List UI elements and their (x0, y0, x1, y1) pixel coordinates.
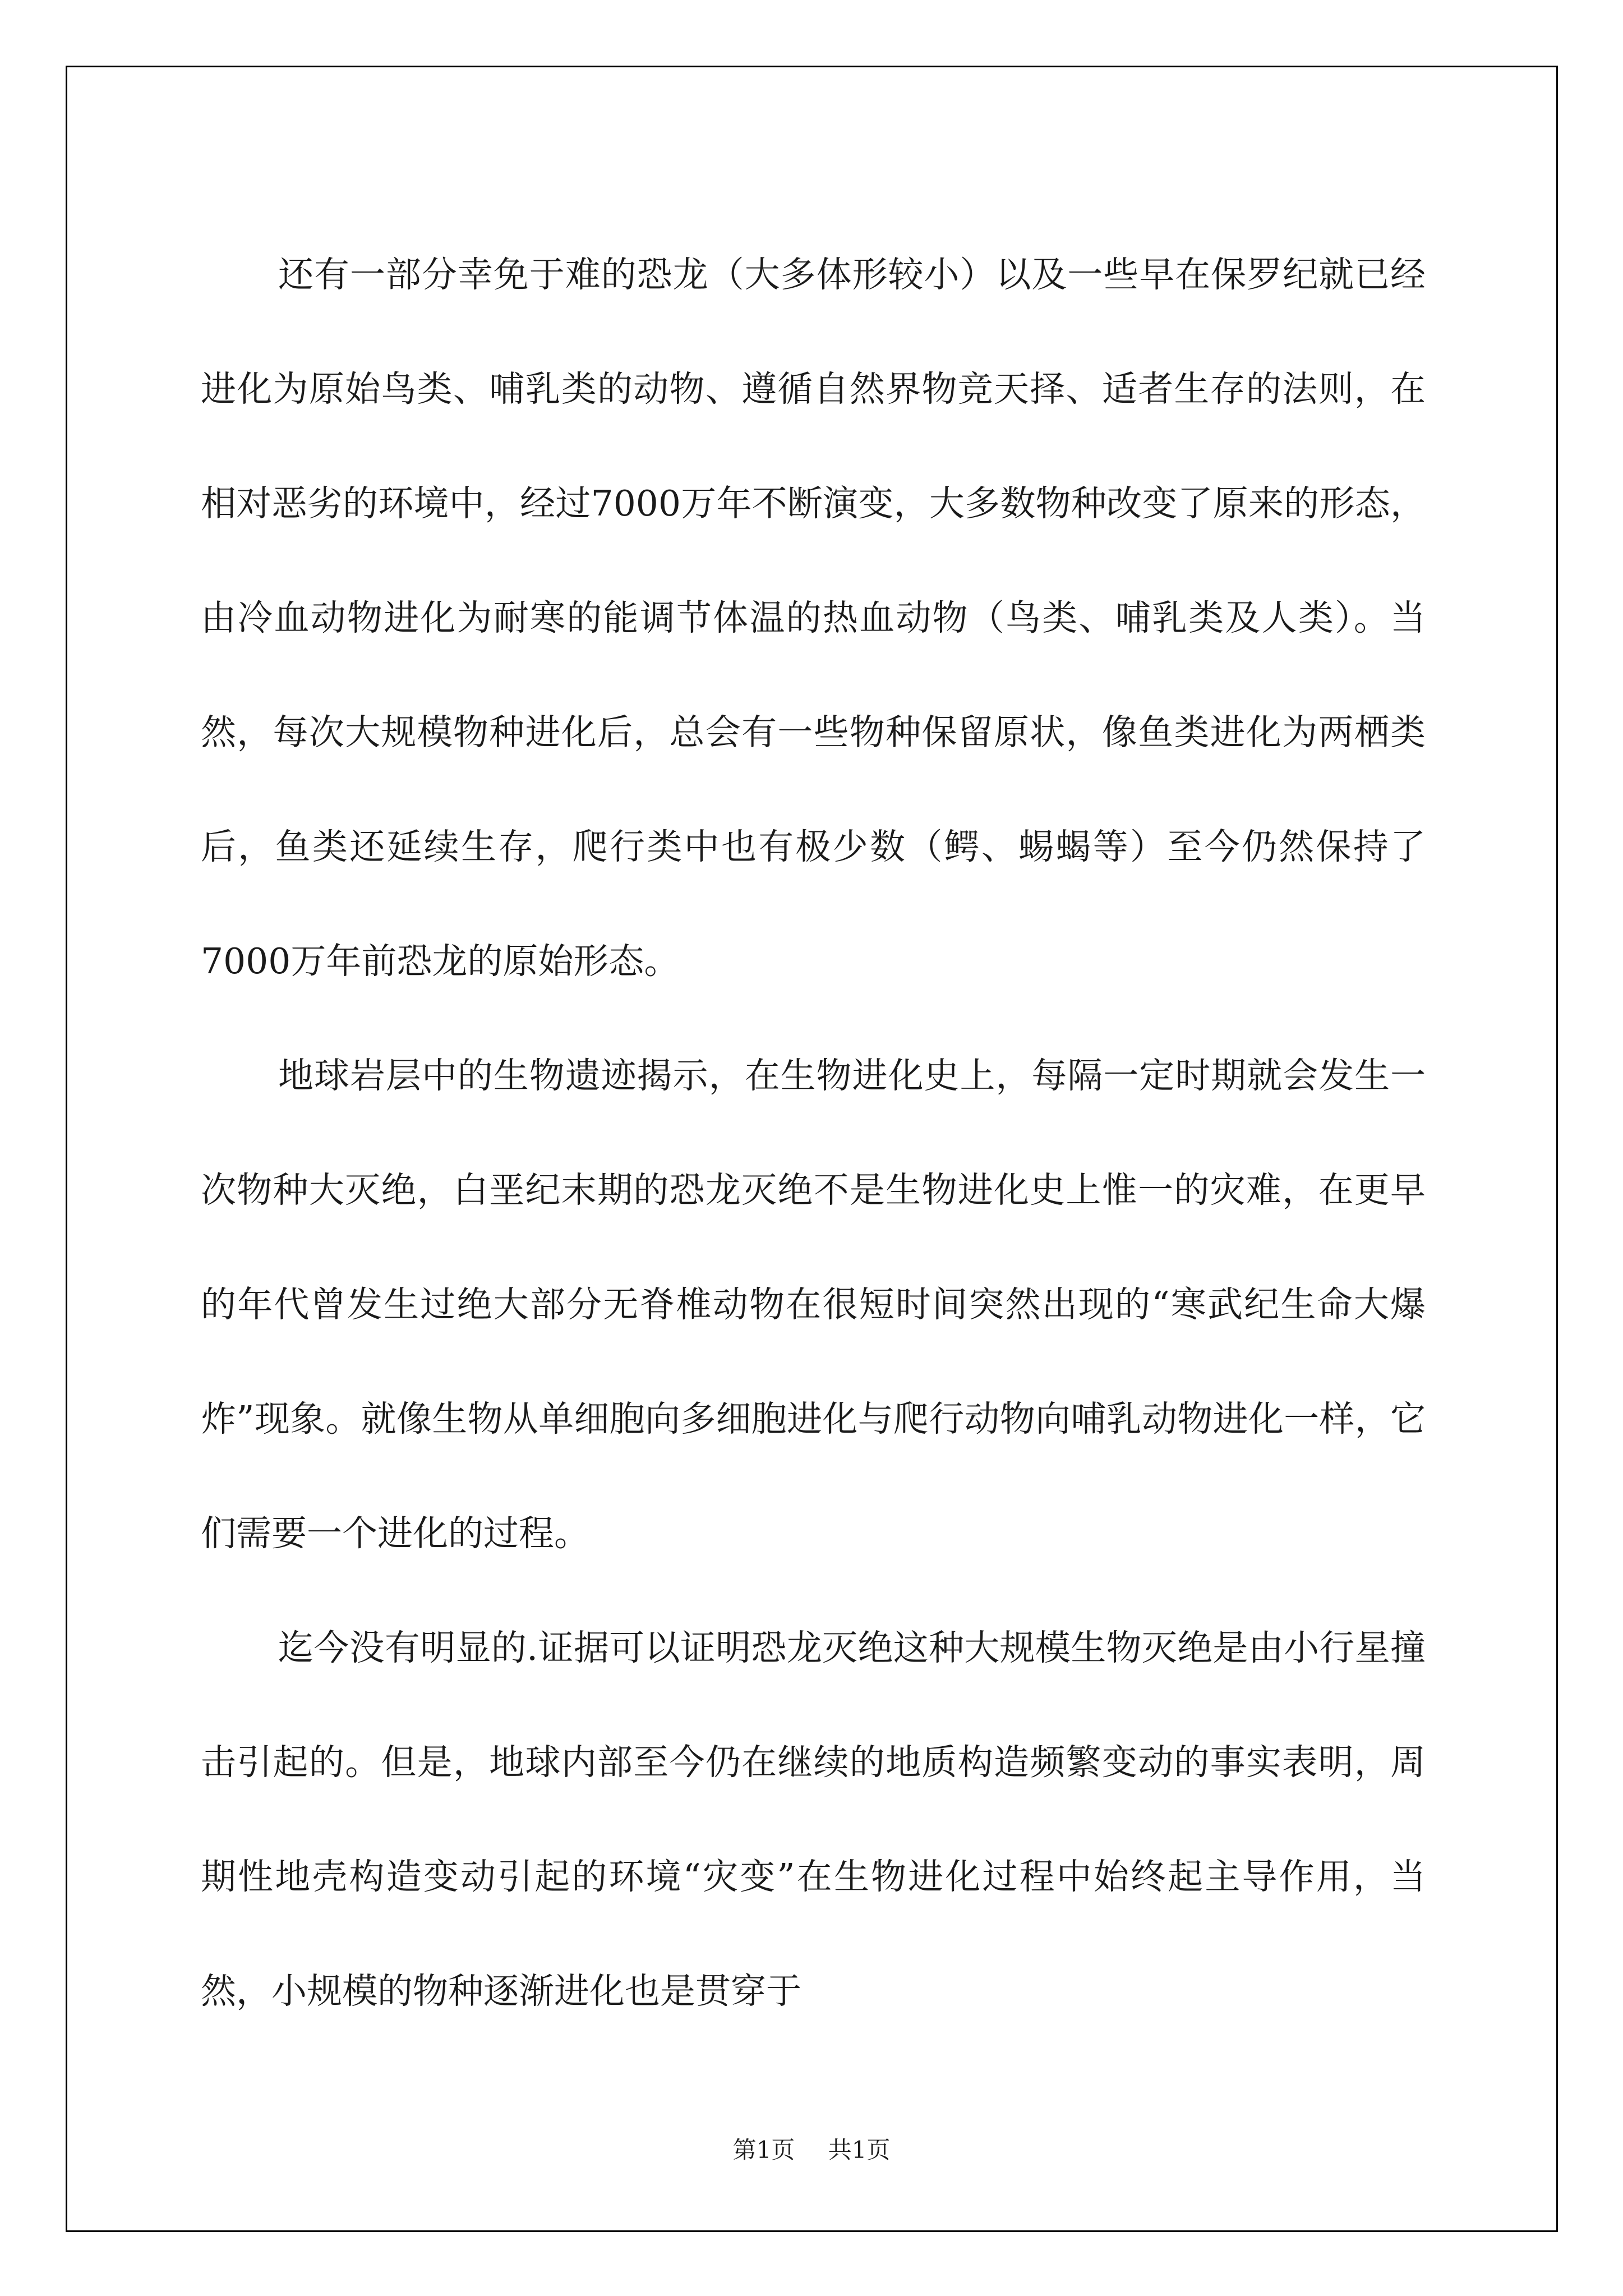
paragraph-2: 地球岩层中的生物遗迹揭示，在生物进化史上，每隔一定时期就会发生一次物种大灭绝，白垩纪末期的恐龙灭绝不是生物进化史上惟一的灾难，在更早的年代曾发生过绝大部分无脊椎动物在很短时间突然出现的“寒武纪生命大爆炸”现象。就像生物从单细胞向多细胞进化与爬行动物向哺乳动物进化一样，它们需要一个进化的过程。 (201, 1055, 1426, 1554)
page-total: 共1页 (828, 2136, 891, 2164)
paragraph-3: 迄今没有明显的.证据可以证明恐龙灭绝这种大规模生物灭绝是由小行星撞击引起的。但是，地球内部至今仍在继续的地质构造频繁变动的事实表明，周期性地壳构造变动引起的环境“灾变”在生物进化过程中始终起主导作用，当然，小规模的物种逐渐进化也是贯穿于 (201, 1627, 1426, 2012)
document-body (201, 218, 1426, 2049)
page-footer (0, 2132, 1623, 2165)
page-number: 第1页 (732, 2136, 795, 2164)
paragraph-1: 还有一部分幸免于难的恐龙（大多体形较小）以及一些早在保罗纪就已经进化为原始鸟类、哺乳类的动物、遵循自然界物竞天择、适者生存的法则，在相对恶劣的环境中，经过7000万年不断演变，大多数物种改变了原来的形态，由冷血动物进化为耐寒的能调节体温的热血动物（鸟类、哺乳类及人类）。当然，每次大规模物种进化后，总会有一些物种保留原状，像鱼类进化为两栖类后，鱼类还延续生存，爬行类中也有极少数（鳄、蜴蝎等）至今仍然保持了7000万年前恐龙的原始形态。 (201, 254, 1426, 982)
